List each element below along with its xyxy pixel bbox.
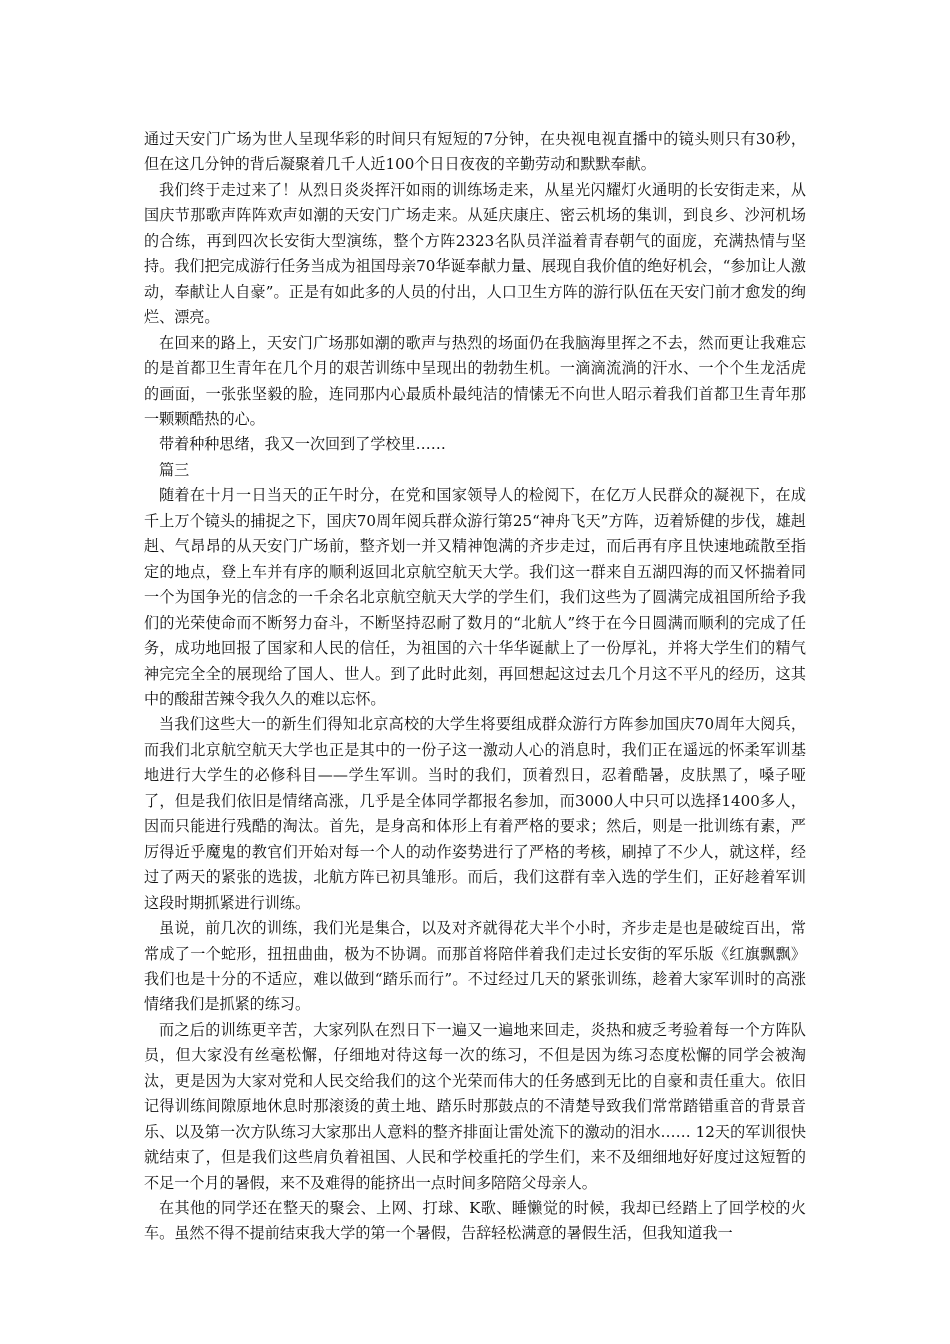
paragraph-7: 虽说，前几次的训练，我们光是集合，以及对齐就得花大半个小时，齐步走是也是破绽百出，常常成了一个蛇形，扭扭曲曲，极为不协调。而那首将陪伴着我们走过长安街的军乐版《红旗飘飘》我们也是十分的不适应，难以做到“踏乐而行”。不过经过几天的紧张训练，趁着大家军训时的高涨情绪我们是抓紧的练习。: [144, 919, 806, 1014]
paragraph-9: 在其他的同学还在整天的聚会、上网、打球、K歌、睡懒觉的时候，我却已经踏上了回学校的火车。虽然不得不提前结束我大学的第一个暑假，告辞轻松满意的暑假生活，但我知道我一: [144, 1199, 806, 1243]
paragraph-3: 在回来的路上，天安门广场那如潮的歌声与热烈的场面仍在我脑海里挥之不去，然而更让我难忘的是首都卫生青年在几个月的艰苦训练中呈现出的勃勃生机。一滴滴流淌的汗水、一个个生龙活虎的画面，一张张坚毅的脸，连同那内心最质朴最纯洁的情愫无不向世人昭示着我们首都卫生青年那一颗颗酷热的心。: [144, 333, 806, 428]
paragraph-8: 而之后的训练更辛苦，大家列队在烈日下一遍又一遍地来回走，炎热和疲乏考验着每一个方阵队员，但大家没有丝毫松懈，仔细地对待这每一次的练习，不但是因为练习态度松懈的同学会被淘汰，更是因为大家对党和人民交给我们的这个光荣而伟大的任务感到无比的自豪和责任重大。依旧记得训练间隙原地休息时那滚烫的黄土地、踏乐时那鼓点的不清楚导致我们常常踏错重音的背景音乐、以及第一次方队练习大家那出人意料的整齐排面让雷处流下的激动的泪水…… 12天的军训很快就结束了，但是我们这些肩负着祖国、人民和学校重托的学生们，来不及细细地好好度过这短暂的不足一个月的暑假，来不及难得的能挤出一点时间多陪陪父母亲人。: [144, 1020, 806, 1192]
document-body: [144, 127, 806, 1247]
paragraph-4: 带着种种思绪，我又一次回到了学校里……: [159, 435, 446, 454]
paragraph-5: 随着在十月一日当天的正午时分，在党和国家领导人的检阅下，在亿万人民群众的凝视下，在成千上万个镜头的捕捉之下，国庆70周年阅兵群众游行第25“神舟飞天”方阵，迈着矫健的步伐，雄赳赳、气昂昂的从天安门广场前，整齐划一并又精神饱满的齐步走过，而后再有序且快速地疏散至指定的地点，登上车并有序的顺利返回北京航空航天大学。我们这一群来自五湖四海的而又怀揣着同一个为国争光的信念的一千余名北京航空航天大学的学生们，我们这些为了圆满完成祖国所给予我们的光荣使命而不断努力奋斗，不断坚持忍耐了数月的“北航人”终于在今日圆满而顺利的完成了任务，成功地回报了国家和人民的信任，为祖国的六十华华诞献上了一份厚礼，并将大学生们的精气神完完全全的展现给了国人、世人。到了此时此刻，再回想起这过去几个月这不平凡的经历，这其中的酸甜苦辣令我久久的难以忘怀。: [144, 486, 806, 708]
paragraph-6: 当我们这些大一的新生们得知北京高校的大学生将要组成群众游行方阵参加国庆70周年大阅兵，而我们北京航空航天大学也正是其中的一份子这一激动人心的消息时，我们正在遥远的怀柔军训基地进行大学生的必修科目——学生军训。当时的我们，顶着烈日，忍着酷暑，皮肤黑了，嗓子哑了，但是我们依旧是情绪高涨，几乎是全体同学都报名参加，而3000人中只可以选择1400多人，因而只能进行残酷的淘汰。首先，是身高和体形上有着严格的要求；然后，则是一批训练有素，严厉得近乎魔鬼的教官们开始对每一个人的动作姿势进行了严格的考核，刷掉了不少人，就这样，经过了两天的紧张的选拔，北航方阵已初具雏形。而后，我们这群有幸入选的学生们，正好趁着军训这段时期抓紧进行训练。: [144, 715, 806, 912]
section-heading-pian-san: 篇三: [159, 460, 190, 479]
paragraph-1: 通过天安门广场为世人呈现华彩的时间只有短短的7分钟，在央视电视直播中的镜头则只有30秒，但在这几分钟的背后凝聚着几千人近100个日日夜夜的辛勤劳动和默默奉献。: [144, 130, 806, 174]
paragraph-2: 我们终于走过来了！从烈日炎炎挥汗如雨的训练场走来，从星光闪耀灯火通明的长安街走来，从国庆节那歌声阵阵欢声如潮的天安门广场走来。从延庆康庄、密云机场的集训，到良乡、沙河机场的合练，再到四次长安街大型演练，整个方阵2323名队员洋溢着青春朝气的面庞，充满热情与坚持。我们把完成游行任务当成为祖国母亲70华诞奉献力量、展现自我价值的绝好机会，“参加让人激动，奉献让人自豪”。正是有如此多的人员的付出，人口卫生方阵的游行队伍在天安门前才愈发的绚烂、漂亮。: [144, 180, 806, 327]
